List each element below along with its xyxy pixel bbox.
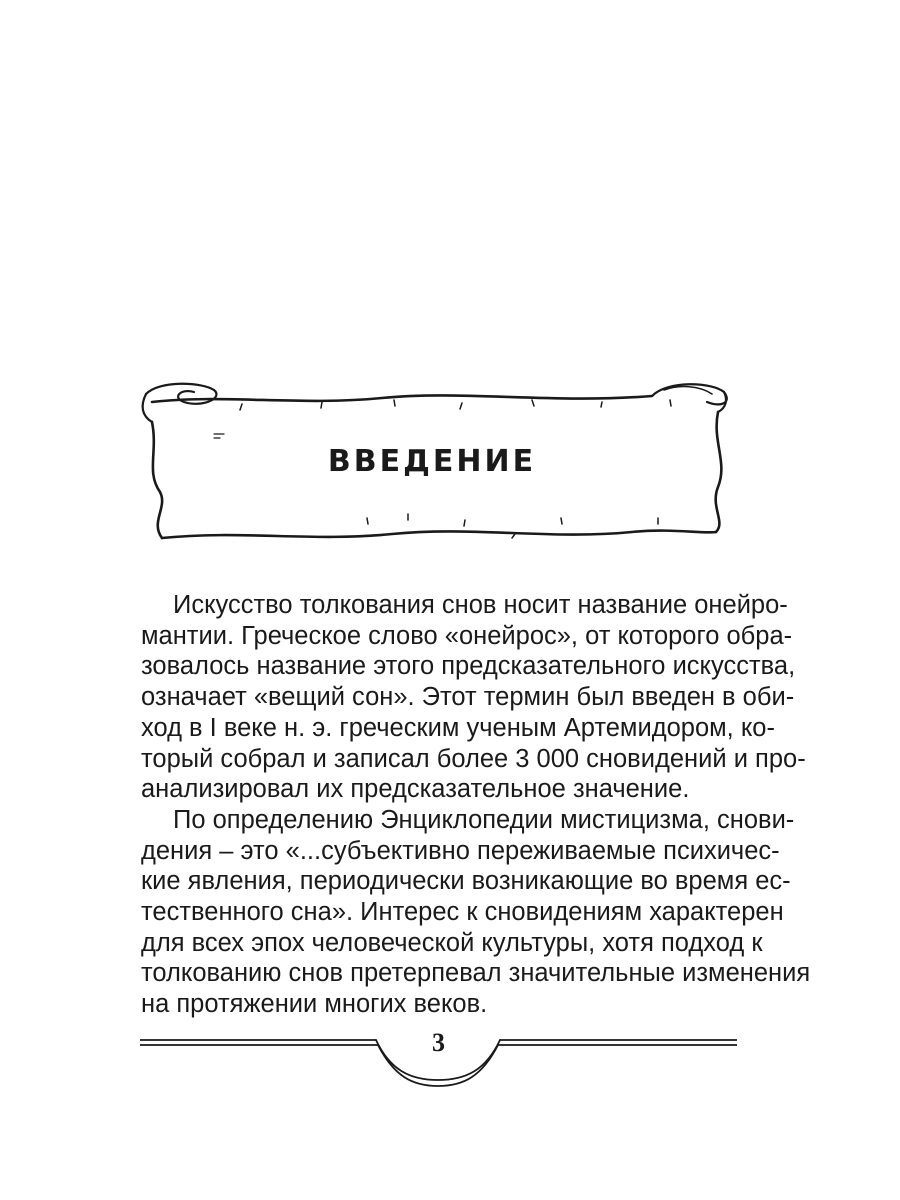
body-text (141, 590, 811, 1020)
chapter-banner (132, 372, 732, 557)
chapter-title: ВВЕДЕНИЕ (327, 444, 537, 479)
text-line: означает «вещий сон». Этот термин был введен в оби- (141, 683, 795, 712)
text-line: зовалось название этого предсказательного искусства, (141, 652, 796, 681)
text-line: мантии. Греческое слово «онейрос», от которого обра- (141, 621, 793, 650)
text-line: Искусство толкования снов носит название онейро- (173, 591, 788, 619)
text-line: торый собрал и записал более 3 000 сновидений и про- (141, 744, 806, 773)
text-line: кие явления, периодически возникающие во время ес- (141, 867, 791, 896)
paragraph (141, 805, 811, 1020)
text-line: ход в I веке н. э. греческим ученым Артемидором, ко- (141, 713, 775, 742)
text-line: толкованию снов претерпевал значительные изменения (141, 959, 811, 988)
text-line: для всех эпох человеческой культуры, хотя подход к (141, 928, 763, 957)
page-number: 3 (432, 1028, 445, 1057)
text-line: По определению Энциклопедии мистицизма, снови- (173, 805, 795, 834)
paragraph (141, 590, 806, 805)
text-line: тественного сна». Интерес к сновидениям характерен (141, 898, 784, 927)
text-line: на протяжении многих веков. (141, 990, 488, 1019)
text-line: анализировал их предсказательное значение. (141, 775, 690, 804)
page-footer (140, 1020, 737, 1100)
text-line: дения – это «...субъективно переживаемые психичес- (141, 836, 780, 865)
